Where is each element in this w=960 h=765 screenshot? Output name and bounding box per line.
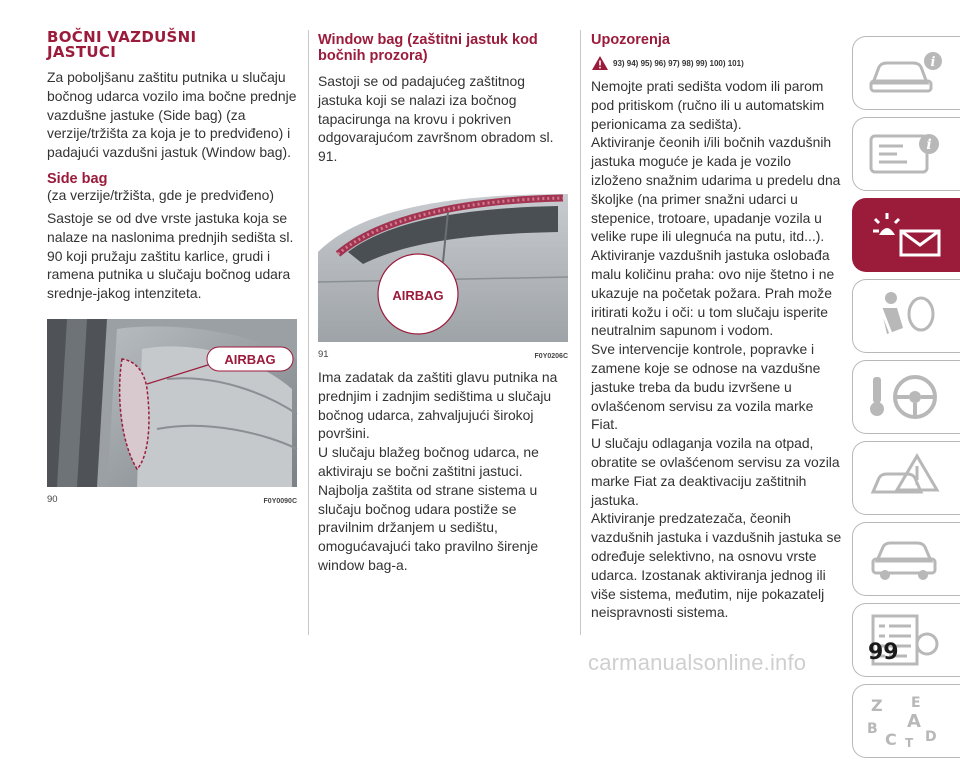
airbag-callout-label: AIRBAG xyxy=(224,351,276,367)
tab-emergency[interactable] xyxy=(852,441,960,515)
figure-code: F0Y0090C xyxy=(263,497,297,505)
tab-dashboard-info[interactable] xyxy=(852,117,960,191)
key-steering-wheel-icon xyxy=(867,369,947,425)
window-airbag-illustration xyxy=(318,182,568,342)
tab-starting-driving[interactable] xyxy=(852,360,960,434)
warnings-heading: Upozorenja xyxy=(591,32,670,48)
column-divider-2 xyxy=(580,30,581,635)
tab-alphabetical-index[interactable] xyxy=(852,684,960,758)
window-bag-paragraph-2: Ima zadatak da zaštiti glavu putnika na prednjim i zadnjim sedištima u slučaju bočnog udarca, zahvaljujući širokoj površini. U slučaju blažeg bočnog udarca, ne aktiviraju se bočni zaštitni jastuci. Najbolja zaštita od strane sistema u slučaju bočnog udara postiže se pravilnim držanjem u sedištu, omogućavajući tako pravilno širenje window bag-a. xyxy=(318,368,558,573)
figure-number: 91 xyxy=(318,348,329,360)
svg-text:i: i xyxy=(930,55,936,70)
column-side-airbags xyxy=(47,30,297,505)
side-bag-paragraph: Sastoje se od dve vrste jastuka koja se nalaze na naslonima prednjih sedišta sl. 90 koji pružaju zaštitu karlice, grudi i ramena putnika u slučaju bočnog udara srednje-jakog intenziteta. xyxy=(47,209,294,302)
emergency-warning-icon xyxy=(867,450,947,506)
seat-airbag-illustration xyxy=(47,319,297,487)
figure-caption xyxy=(47,494,297,505)
index-letter: T xyxy=(905,736,914,750)
page-number: 99 xyxy=(868,640,899,665)
window-bag-paragraph-1: Sastoji se od padajućeg zaštitnog jastuka koji se nalazi iza bočnog tapacirunga na krovu i pokriven odgovarajućom završnom obradom sl. 91. xyxy=(318,73,554,165)
airbag-callout-label: AIRBAG xyxy=(392,287,444,303)
warning-light-envelope-icon xyxy=(867,207,947,263)
index-letter: C xyxy=(885,730,897,749)
figure-91 xyxy=(318,182,568,360)
column-warnings xyxy=(591,30,843,622)
car-maintenance-icon xyxy=(867,531,947,587)
warnings-paragraph: Nemojte prati sedišta vodom ili parom pod pritiskom (ručno ili u automatskim perionicama za sedišta). Aktiviranje čeonih i/ili bočnih vazdušnih jastuka moguće je kada je vozilo izloženo snažnim udarima u predelu dna školjke (na primer snažni udarci u stepenice, trotoare, upadanje vozila u velike rupe ili ulegnuća na putu, itd...). Aktiviranje vazdušnih jastuka oslobađa malu količinu praha: ovo nije štetno i ne ukazuje na početak požara. Prah može iritirati kožu i oči: u tom slučaju isperite neutralnim sapunom i vodom. Sve intervencije kontrole, popravke i zamene koje se odnose na vazdušne jastuke treba da budu izvršene u ovlašćenom servisu za vozila marke Fiat. U slučaju odlaganja vozila na otpad, obratite se ovlašćenom servisu za vozila marke Fiat za deaktivaciju zaštitnih jastuka. Aktiviranje predzatezača, čeonih vazdušnih jastuka i vazdušnih jastuka se određuje selektivno, na osnovu vrste udarca. Izostanak aktiviranja jednog ili više sistema, međutim, nije pokazatelj neispravnosti sistema. xyxy=(591,78,842,621)
warning-reference-numbers: 93) 94) 95) 96) 97) 98) 99) 100) 101) xyxy=(613,58,744,68)
car-info-icon xyxy=(867,45,947,101)
svg-text:i: i xyxy=(926,137,932,153)
index-letter: D xyxy=(925,729,937,745)
column-window-bag xyxy=(318,30,568,575)
passenger-airbag-icon xyxy=(867,288,947,344)
index-letter: E xyxy=(911,695,921,711)
warning-triangle-icon xyxy=(591,55,609,71)
side-bag-heading: Side bag xyxy=(47,170,108,187)
warning-references xyxy=(591,55,843,71)
tab-safety[interactable] xyxy=(852,279,960,353)
intro-paragraph: Za poboljšanu zaštitu putnika u slučaju bočnog udarca vozilo ima bočne prednje vazdušne jastuke (Side bag) (za verzije/tržišta za koja je to predviđeno) i padajući vazdušni jastuk (Window bag). xyxy=(47,69,297,161)
figure-caption xyxy=(318,349,568,360)
tab-maintenance[interactable] xyxy=(852,522,960,596)
index-letter: Z xyxy=(871,696,883,715)
tab-car-info[interactable] xyxy=(852,36,960,110)
tab-warning-lights[interactable] xyxy=(852,198,960,272)
window-bag-heading: Window bag (zaštitni jastuk kod bočnih prozora) xyxy=(318,32,538,64)
figure-code: F0Y0206C xyxy=(534,352,568,360)
column-divider-1 xyxy=(308,30,309,635)
section-title: BOČNI VAZDUŠNI JASTUCI xyxy=(47,28,197,61)
index-letter: B xyxy=(867,721,878,737)
figure-90 xyxy=(47,319,297,505)
side-bag-note: (za verzije/tržišta, gde je predviđeno) xyxy=(47,186,274,203)
index-letter: A xyxy=(907,711,921,732)
dashboard-info-icon xyxy=(867,126,947,182)
alphabetical-index-icon xyxy=(867,693,947,749)
watermark: carmanualsonline.info xyxy=(588,650,807,675)
figure-number: 90 xyxy=(47,493,58,505)
